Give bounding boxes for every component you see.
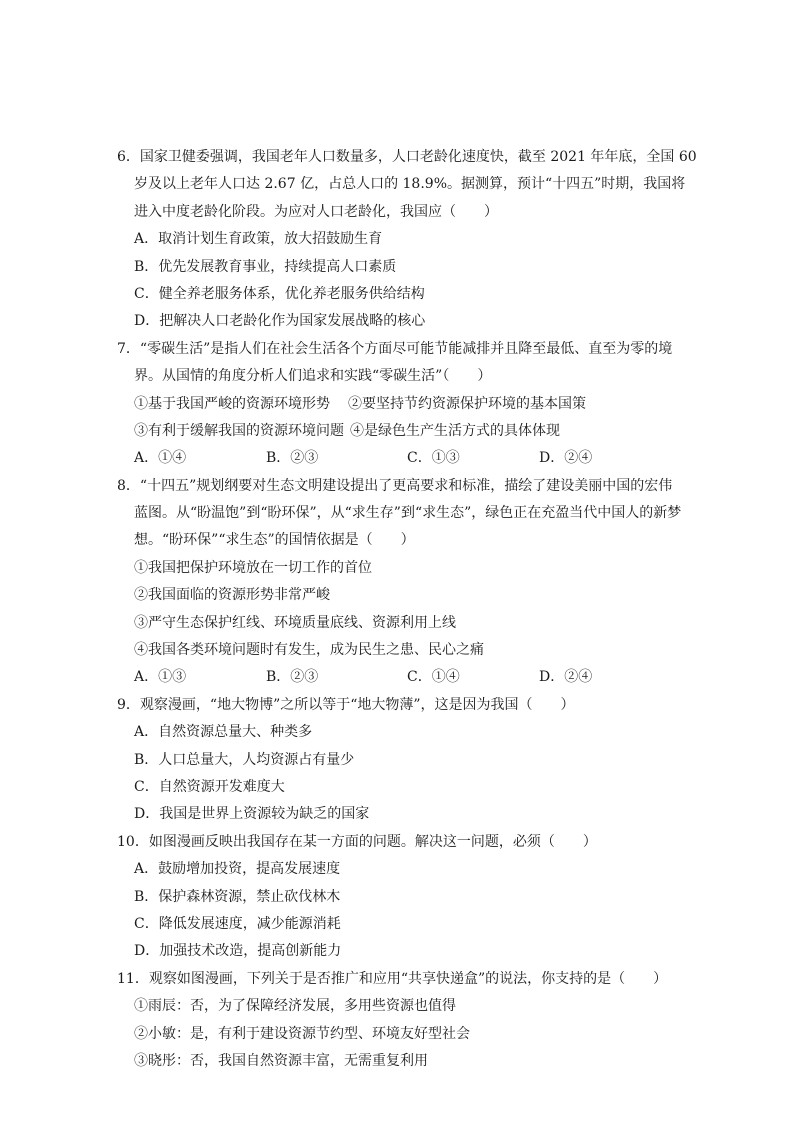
question-11-statement-3: ③晓彤：否，我国自然资源丰富，无需重复利用 xyxy=(134,1052,428,1069)
question-10-option-d: D．加强技术改造，提高创新能力 xyxy=(134,943,342,960)
question-8-option-c: C．①④ xyxy=(407,669,460,686)
question-7-statements-row-1 xyxy=(117,391,677,418)
question-9-stem-line-1: 9．观察漫画，“地大物博”之所以等于“地大物薄”，这是因为我国（ ） xyxy=(117,696,575,713)
question-7-stem-line-2: 界。从国情的角度分析人们追求和实践“零碳生活”（ ） xyxy=(134,368,492,385)
question-7-statement-4: ④是绿色生产生活方式的具体体现 xyxy=(350,422,560,439)
question-10-stem-line-1: 10．如图漫画反映出我国存在某一方面的问题。解决这一问题，必须（ ） xyxy=(117,833,597,850)
question-11-statement-1: ①雨辰：否，为了保障经济发展，多用些资源也值得 xyxy=(134,998,456,1015)
question-8-statement-4: ④我国各类环境问题时有发生，成为民生之患、民心之痛 xyxy=(134,642,484,659)
question-11 xyxy=(117,966,677,1076)
question-8-option-d: D．②④ xyxy=(539,669,593,686)
question-7-options xyxy=(117,445,677,472)
question-10-option-a: A．鼓励增加投资，提高发展速度 xyxy=(134,861,341,878)
question-8-stem-line-1: 8．“十四五”规划纲要对生态文明建设提出了更高要求和标准，描绘了建设美丽中国的宏伟 xyxy=(117,477,673,494)
question-7-statements-row-2 xyxy=(117,418,677,445)
question-8-option-b: B．②③ xyxy=(266,669,319,686)
question-8-option-a: A．①③ xyxy=(134,669,187,686)
question-9-option-b: B．人口总量大，人均资源占有量少 xyxy=(134,751,355,768)
question-8-stem-line-3: 想。“盼环保”“求生态”的国情依据是（ ） xyxy=(134,532,415,549)
question-6-stem-line-3: 进入中度老龄化阶段。为应对人口老龄化，我国应（ ） xyxy=(134,203,498,220)
question-9-option-a: A．自然资源总量大、种类多 xyxy=(134,724,313,741)
question-6-stem-line-1: 6．国家卫健委强调，我国老年人口数量多，人口老龄化速度快，截至 2021 年年底，全国 60 xyxy=(117,149,697,165)
question-7-option-b: B．②③ xyxy=(266,450,319,467)
question-7-option-a: A．①④ xyxy=(134,450,187,467)
question-6-stem-line-2: 岁及以上老年人口达 2.67 亿，占总人口的 18.9%。据测算，预计“十四五”时期，我国将 xyxy=(134,176,686,193)
question-10 xyxy=(117,829,677,966)
question-6-option-d: D．把解决人口老龄化作为国家发展战略的核心 xyxy=(134,313,426,330)
question-6-option-b: B．优先发展教育事业，持续提高人口素质 xyxy=(134,258,397,275)
question-7-option-c: C．①③ xyxy=(407,450,460,467)
question-8 xyxy=(117,473,682,692)
question-11-stem-line-1: 11．观察如图漫画，下列关于是否推广和应用“共享快递盒”的说法，你支持的是（ ） xyxy=(117,970,668,987)
question-list xyxy=(117,144,697,1075)
question-7 xyxy=(117,336,677,473)
question-7-statement-1: ①基于我国严峻的资源环境形势 xyxy=(134,395,330,412)
question-6-option-a: A．取消计划生育政策，放大招鼓励生育 xyxy=(134,231,383,248)
question-8-statement-3: ③严守生态保护红线、环境质量底线、资源利用上线 xyxy=(134,614,456,631)
question-10-option-b: B．保护森林资源，禁止砍伐林木 xyxy=(134,888,341,905)
question-10-option-c: C．降低发展速度，减少能源消耗 xyxy=(134,915,341,932)
question-9 xyxy=(117,692,677,829)
question-7-option-d: D．②④ xyxy=(539,450,593,467)
question-7-statement-3: ③有利于缓解我国的资源环境问题 xyxy=(134,422,344,439)
question-6 xyxy=(117,144,697,336)
question-11-statement-2: ②小敏：是，有利于建设资源节约型、环境友好型社会 xyxy=(134,1025,470,1042)
question-9-option-c: C．自然资源开发难度大 xyxy=(134,778,285,795)
question-8-statement-1: ①我国把保护环境放在一切工作的首位 xyxy=(134,559,372,576)
question-9-option-d: D．我国是世界上资源较为缺乏的国家 xyxy=(134,806,370,823)
question-7-statement-2: ②要坚持节约资源保护环境的基本国策 xyxy=(348,395,586,412)
question-7-stem-line-1: 7．“零碳生活”是指人们在社会生活各个方面尽可能节能减排并且降至最低、直至为零的境 xyxy=(117,340,673,357)
question-8-options xyxy=(117,664,677,691)
question-8-stem-line-2: 蓝图。从“盼温饱”到“盼环保”，从“求生存”到“求生态”，绿色正在充盈当代中国人的新梦 xyxy=(134,505,682,522)
question-8-statement-2: ②我国面临的资源形势非常严峻 xyxy=(134,587,330,604)
question-6-option-c: C．健全养老服务体系，优化养老服务供给结构 xyxy=(134,285,425,302)
